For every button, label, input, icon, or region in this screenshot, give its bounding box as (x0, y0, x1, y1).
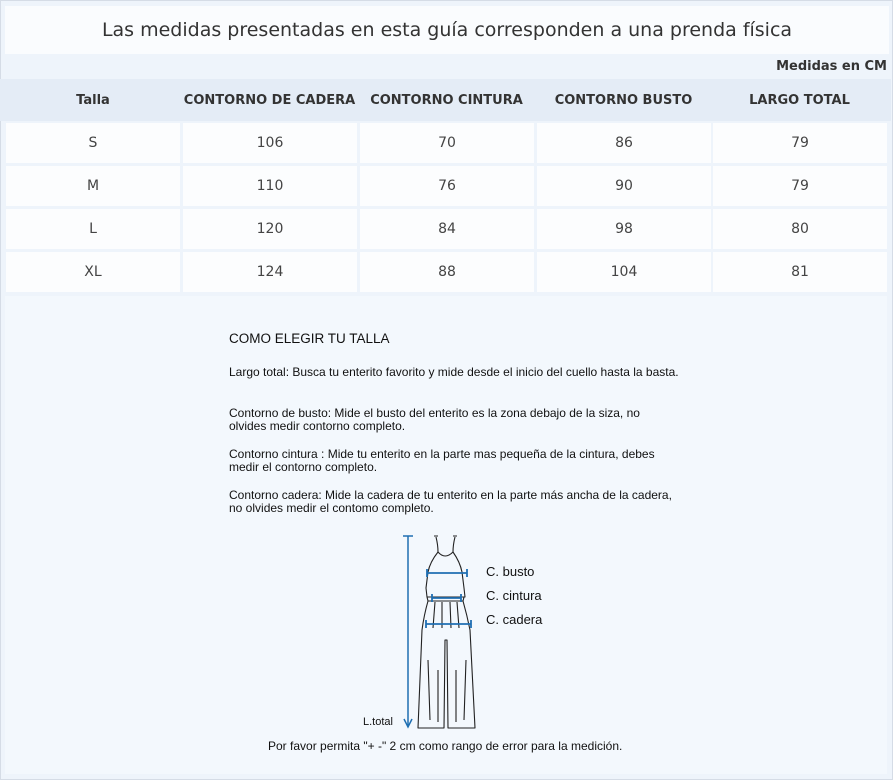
table-cell: 70 (360, 123, 534, 163)
column-header-talla: Talla (76, 92, 110, 108)
units-label: Medidas en CM (776, 59, 887, 74)
table-cell: 80 (713, 209, 887, 249)
table-cell: M (6, 166, 180, 206)
total-length-arrow (403, 536, 413, 727)
total-length-label: L.total (363, 716, 393, 728)
table-cell: 79 (713, 123, 887, 163)
table-cell: 81 (713, 252, 887, 292)
hip-label: C. cadera (486, 612, 543, 627)
guide-paragraph-cintura: Contorno cintura : Mide tu enterito en la parte mas pequeña de la cintura, debes medir el contorno completo. (229, 447, 655, 474)
table-cell: XL (6, 252, 180, 292)
column-header-cintura: CONTORNO CINTURA (370, 92, 523, 108)
column-header-cadera: CONTORNO DE CADERA (183, 92, 356, 108)
guide-paragraph-cadera: Contorno cadera: Mide la cadera de tu enterito en la parte más ancha de la cadera, no olvides medir el contomo completo. (229, 488, 672, 515)
table-cell: 84 (360, 209, 534, 249)
column-header-busto: CONTORNO BUSTO (554, 92, 693, 108)
column-header-largo: LARGO TOTAL (749, 92, 850, 108)
waist-label: C. cintura (486, 588, 542, 603)
bust-label: C. busto (486, 564, 535, 579)
table-cell: S (6, 123, 180, 163)
table-cell: 88 (360, 252, 534, 292)
bust-measure-line (427, 569, 467, 577)
table-cell: L (6, 209, 180, 249)
table-header (0, 79, 891, 121)
table-cell: 120 (183, 209, 357, 249)
guide-title: COMO ELEGIR TU TALLA (229, 331, 390, 346)
table-cell: 90 (537, 166, 711, 206)
tolerance-note: Por favor permita "+ -" 2 cm como rango de error para la medición. (268, 739, 623, 753)
table-cell: 76 (360, 166, 534, 206)
jumpsuit-diagram (390, 530, 490, 735)
page-title: Las medidas presentadas en esta guía corresponden a una prenda física (5, 6, 889, 54)
jumpsuit-outline (418, 536, 475, 728)
table-cell: 79 (713, 166, 887, 206)
table-cell: 86 (537, 123, 711, 163)
guide-paragraph-busto: Contorno de busto: Mide el busto del enterito es la zona debajo de la siza, no olvides medir contorno completo. (229, 406, 640, 433)
guide-paragraph-largo: Largo total: Busca tu enterito favorito y mide desde el inicio del cuello hasta la basta. (229, 365, 679, 379)
table-cell: 110 (183, 166, 357, 206)
table-cell: 98 (537, 209, 711, 249)
table-cell: 106 (183, 123, 357, 163)
table-cell: 124 (183, 252, 357, 292)
table-cell: 104 (537, 252, 711, 292)
